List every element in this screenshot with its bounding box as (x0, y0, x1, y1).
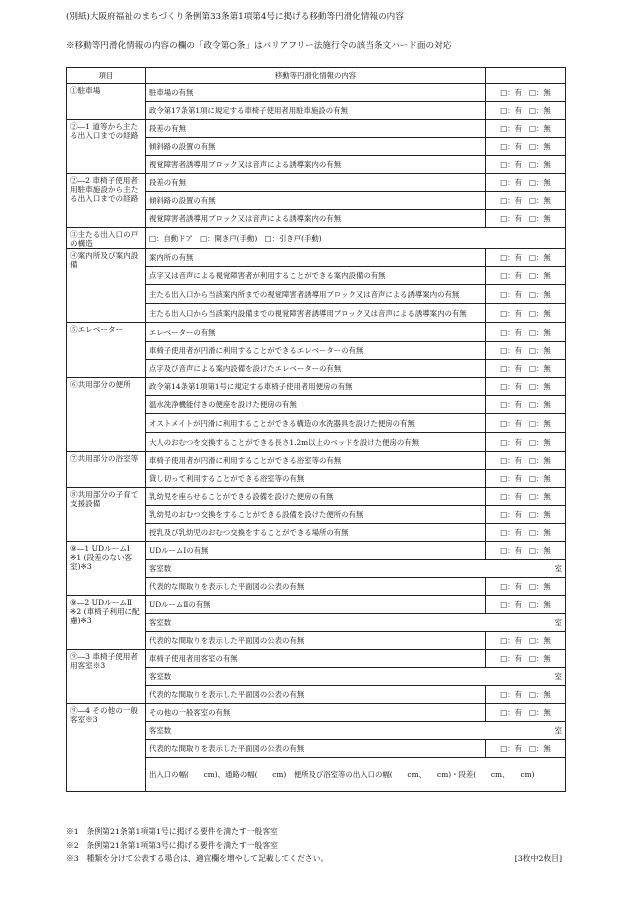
content-cell: 授乳及び乳幼児のおむつ交換をすることができる場所の有無 (146, 524, 486, 542)
item-label: ③主たる出入口の戸の構造 (67, 228, 146, 249)
content-cell: 代表的な間取りを表示した平面図の公表の有無 (146, 740, 486, 758)
yes-no-checkbox[interactable] (486, 632, 566, 650)
content-cell: 傾斜路の設置の有無 (146, 192, 486, 210)
yes-option[interactable]: □：有 (500, 582, 522, 591)
no-option[interactable]: □：無 (529, 437, 551, 447)
yes-option[interactable]: □：有 (500, 654, 522, 663)
yes-option[interactable]: □：有 (500, 106, 522, 115)
content-cell: 客室数 室 (146, 722, 566, 740)
table-row (67, 596, 566, 614)
content-cell: 視覚障害者誘導用ブロック又は音声による誘導案内の有無 (146, 156, 486, 174)
yes-option[interactable]: □：有 (500, 418, 522, 428)
no-option[interactable]: □：無 (529, 124, 551, 133)
no-option[interactable]: □：無 (529, 142, 551, 151)
yes-option[interactable]: □：有 (500, 456, 522, 465)
no-option[interactable]: □：無 (529, 582, 551, 591)
table-row (67, 228, 566, 249)
content-cell: □：自動ドア □：開き戸(手動) □：引き戸(手動) (146, 228, 566, 249)
content-cell: 客室数 室 (146, 614, 566, 632)
content-cell: 大人のおむつを交換することができる長さ1.2m以上のベッドを設けた便房の有無 (146, 433, 486, 452)
no-option[interactable]: □：無 (529, 546, 551, 555)
no-option[interactable]: □：無 (529, 510, 551, 519)
yes-no-checkbox[interactable] (486, 396, 566, 414)
table-row (67, 323, 566, 342)
content-cell: エレベーターの有無 (146, 323, 486, 342)
yes-no-checkbox[interactable] (486, 704, 566, 722)
yes-no-checkbox[interactable] (486, 174, 566, 192)
table-row (67, 542, 566, 560)
table-row (67, 488, 566, 506)
yes-no-checkbox[interactable] (486, 342, 566, 360)
content-cell: 傾斜路の設置の有無 (146, 138, 486, 156)
column-header-content: 移動等円滑化情報の内容 (146, 68, 486, 84)
content-cell: 段差の有無 (146, 174, 486, 192)
yes-no-checkbox[interactable] (486, 452, 566, 470)
yes-option[interactable]: □：有 (500, 474, 522, 483)
no-option[interactable]: □：無 (529, 474, 551, 483)
page-indicator: [3枚中2枚目] (514, 854, 562, 863)
yes-option[interactable]: □：有 (500, 510, 522, 519)
yes-option[interactable]: □：有 (500, 178, 522, 187)
no-option[interactable]: □：無 (529, 214, 551, 223)
yes-option[interactable]: □：有 (500, 492, 522, 501)
yes-option[interactable]: □：有 (500, 88, 522, 97)
no-option[interactable]: □：無 (529, 346, 551, 355)
no-option[interactable]: □：無 (529, 600, 551, 609)
yes-no-checkbox[interactable] (486, 102, 566, 120)
no-option[interactable]: □：無 (529, 744, 551, 753)
table-row (67, 452, 566, 470)
table-row (67, 120, 566, 138)
yes-no-checkbox[interactable] (486, 524, 566, 542)
no-option[interactable]: □：無 (529, 492, 551, 501)
content-cell: 視覚障害者誘導用ブロック又は音声による誘導案内の有無 (146, 210, 486, 228)
yes-option[interactable]: □：有 (500, 124, 522, 133)
yes-no-checkbox[interactable] (486, 360, 566, 378)
footnote-3: ※3 種類を分けて公表する場合は、適宜欄を増やして記載してください。 (66, 854, 329, 863)
yes-option[interactable]: □：有 (500, 308, 522, 318)
room-count-unit: 室 (554, 564, 562, 573)
content-cell: 客室数 室 (146, 668, 566, 686)
item-label: ⑤エレベーター (67, 323, 146, 378)
content-cell: 車椅子使用者用客室の有無 (146, 650, 486, 668)
yes-option[interactable]: □：有 (500, 196, 522, 205)
room-count-unit: 室 (554, 618, 562, 627)
item-label: ②―1 道等から主たる出入口までの経路 (67, 120, 146, 174)
no-option[interactable]: □：無 (529, 400, 551, 409)
table-row (67, 249, 566, 267)
yes-no-checkbox[interactable] (486, 488, 566, 506)
table-body (67, 84, 566, 792)
yes-option[interactable]: □：有 (500, 382, 522, 391)
item-label: ⑨―3 車椅子使用者用客室※3 (67, 650, 146, 704)
no-option[interactable]: □：無 (529, 196, 551, 205)
yes-no-checkbox[interactable] (486, 249, 566, 267)
table-header-row (67, 68, 566, 84)
no-option[interactable]: □：無 (529, 271, 551, 280)
yes-no-checkbox[interactable] (486, 686, 566, 704)
content-cell: 温水洗浄機能付きの便座を設けた便房の有無 (146, 396, 486, 414)
yes-option[interactable]: □：有 (500, 214, 522, 223)
content-cell: 政令第14条第1項第1号に規定する車椅子使用者用便房の有無 (146, 378, 486, 396)
yes-no-checkbox[interactable] (486, 596, 566, 614)
yes-no-checkbox[interactable] (486, 156, 566, 174)
content-cell: 代表的な間取りを表示した平面図の公表の有無 (146, 686, 486, 704)
no-option[interactable]: □：無 (529, 289, 551, 299)
item-label: ⑥共用部分の便所 (67, 378, 146, 452)
content-cell: 乳幼児を座らせることができる設備を設けた便房の有無 (146, 488, 486, 506)
content-cell: UDルームⅡの有無 (146, 596, 486, 614)
yes-option[interactable]: □：有 (500, 346, 522, 355)
yes-option[interactable]: □：有 (500, 636, 522, 645)
no-option[interactable]: □：無 (529, 456, 551, 465)
content-cell: 客室数 室 (146, 560, 566, 578)
no-option[interactable]: □：無 (529, 178, 551, 187)
content-cell: その他の一般客室の有無 (146, 704, 486, 722)
no-option[interactable]: □：無 (529, 253, 551, 262)
yes-no-checkbox[interactable] (486, 285, 566, 304)
yes-option[interactable]: □：有 (500, 289, 522, 299)
no-option[interactable]: □：無 (529, 528, 551, 537)
content-cell: オストメイトが円滑に利用することができる構造の水洗器具を設けた便房の有無 (146, 414, 486, 433)
item-label: ⑧共用部分の子育て支援設備 (67, 488, 146, 542)
item-label: ⑨―4 その他の一般客室※3 (67, 704, 146, 792)
yes-option[interactable]: □：有 (500, 744, 522, 753)
no-option[interactable]: □：無 (529, 382, 551, 391)
item-label: ⑨―2 UDルームⅡ ※2 (車椅子利用に配慮)※3 (67, 596, 146, 650)
item-label: ④案内所及び案内設備 (67, 249, 146, 323)
yes-option[interactable]: □：有 (500, 142, 522, 151)
no-option[interactable]: □：無 (529, 106, 551, 115)
footnote-1: ※1 条例第21条第1項第1号に掲げる要件を満たす一般客室 (66, 827, 278, 836)
accessibility-info-table (66, 67, 566, 792)
column-header-item: 項目 (67, 68, 146, 84)
item-label: ⑨―1 UDルームⅠ ※1 (段差のない客室)※3 (67, 542, 146, 596)
yes-no-checkbox[interactable] (486, 414, 566, 433)
yes-no-checkbox[interactable] (486, 120, 566, 138)
content-cell: 代表的な間取りを表示した平面図の公表の有無 (146, 632, 486, 650)
content-cell: 代表的な間取りを表示した平面図の公表の有無 (146, 578, 486, 596)
yes-no-checkbox[interactable] (486, 210, 566, 228)
yes-no-checkbox[interactable] (486, 740, 566, 758)
document-title: (別紙)大阪府福祉のまちづくり条例第33条第1項第4号に掲げる移動等円滑化情報の内容 (66, 12, 404, 22)
yes-no-checkbox[interactable] (486, 542, 566, 560)
no-option[interactable]: □：無 (529, 88, 551, 97)
yes-no-checkbox[interactable] (486, 84, 566, 102)
header-note: ※移動等円滑化情報の内容の欄の「政令第○条」はバリアフリー法施行令の該当条文ハード面の対応 (66, 41, 452, 51)
yes-option[interactable]: □：有 (500, 364, 522, 373)
yes-option[interactable]: □：有 (500, 437, 522, 447)
yes-option[interactable]: □：有 (500, 690, 522, 699)
no-option[interactable]: □：無 (529, 327, 551, 337)
table-row (67, 650, 566, 668)
yes-option[interactable]: □：有 (500, 708, 522, 717)
table-row (67, 704, 566, 722)
table-row (67, 84, 566, 102)
yes-no-checkbox[interactable] (486, 578, 566, 596)
yes-option[interactable]: □：有 (500, 546, 522, 555)
content-cell: 車椅子使用者が円滑に利用することができる浴室等の有無 (146, 452, 486, 470)
content-cell: 出入口の幅( cm)、通路の幅( cm) 便所及び浴室等の出入口の幅( cm、 cm)・段差( cm、 cm) (146, 758, 566, 792)
yes-no-checkbox[interactable] (486, 192, 566, 210)
content-cell: 乳幼児のおむつ交換をすることができる設備を設けた便所の有無 (146, 506, 486, 524)
item-label: ①駐車場 (67, 84, 146, 120)
yes-option[interactable]: □：有 (500, 600, 522, 609)
column-header-check (486, 68, 566, 84)
content-cell: 政令第17条第1項に規定する車椅子使用者用駐車施設の有無 (146, 102, 486, 120)
yes-no-checkbox[interactable] (486, 470, 566, 488)
no-option[interactable]: □：無 (529, 418, 551, 428)
content-cell: 点字又は音声による視覚障害者が利用することができる案内設備の有無 (146, 267, 486, 285)
yes-option[interactable]: □：有 (500, 528, 522, 537)
no-option[interactable]: □：無 (529, 308, 551, 318)
footnote-2: ※2 条例第21条第1項第3号に掲げる要件を満たす一般客室 (66, 841, 278, 850)
table-row (67, 378, 566, 396)
no-option[interactable]: □：無 (529, 160, 551, 169)
content-cell: 案内所の有無 (146, 249, 486, 267)
content-cell: 主たる出入口から当該案内所までの視覚障害者誘導用ブロック又は音声による誘導案内の有無 (146, 285, 486, 304)
yes-option[interactable]: □：有 (500, 400, 522, 409)
content-cell: UDルームⅠの有無 (146, 542, 486, 560)
yes-no-checkbox[interactable] (486, 650, 566, 668)
yes-no-checkbox[interactable] (486, 378, 566, 396)
yes-no-checkbox[interactable] (486, 304, 566, 323)
content-cell: 主たる出入口から当該案内設備までの視覚障害者誘導用ブロック又は音声による誘導案内の有無 (146, 304, 486, 323)
content-cell: 段差の有無 (146, 120, 486, 138)
item-label: ②―2 車椅子使用者用駐車施設から主たる出入口までの経路 (67, 174, 146, 228)
yes-option[interactable]: □：有 (500, 160, 522, 169)
no-option[interactable]: □：無 (529, 636, 551, 645)
table-row (67, 174, 566, 192)
room-count-unit: 室 (554, 672, 562, 681)
yes-no-checkbox[interactable] (486, 267, 566, 285)
content-cell: 駐車場の有無 (146, 84, 486, 102)
yes-option[interactable]: □：有 (500, 271, 522, 280)
no-option[interactable]: □：無 (529, 690, 551, 699)
no-option[interactable]: □：無 (529, 364, 551, 373)
yes-no-checkbox[interactable] (486, 506, 566, 524)
yes-option[interactable]: □：有 (500, 253, 522, 262)
yes-no-checkbox[interactable] (486, 138, 566, 156)
content-cell: 車椅子使用者が円滑に利用することができるエレベーターの有無 (146, 342, 486, 360)
item-label: ⑦共用部分の浴室等 (67, 452, 146, 488)
no-option[interactable]: □：無 (529, 708, 551, 717)
content-cell: 貸し切って利用することができる浴室等の有無 (146, 470, 486, 488)
yes-option[interactable]: □：有 (500, 327, 522, 337)
no-option[interactable]: □：無 (529, 654, 551, 663)
content-cell: 点字及び音声による案内設備を設けたエレベーターの有無 (146, 360, 486, 378)
room-count-unit: 室 (554, 726, 562, 735)
yes-no-checkbox[interactable] (486, 323, 566, 342)
yes-no-checkbox[interactable] (486, 433, 566, 452)
